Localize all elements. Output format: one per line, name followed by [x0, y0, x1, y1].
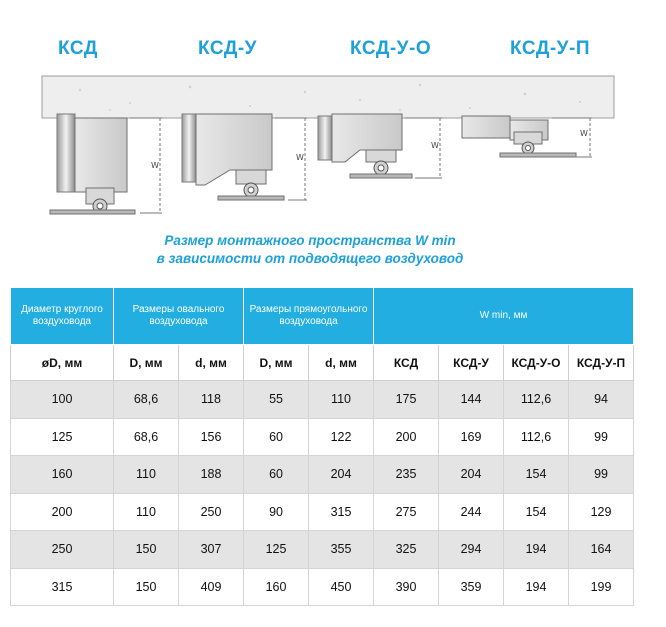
table-cell: 112,6 — [504, 381, 569, 419]
table-cell: 204 — [309, 456, 374, 494]
table-cell: 307 — [179, 531, 244, 569]
table-row — [11, 418, 634, 456]
unit-ksd-u-o — [318, 114, 442, 178]
table-cell: 68,6 — [114, 381, 179, 419]
w-label: W — [296, 153, 304, 162]
caption-line-2: в зависимости от подводящего воздуховод — [156, 251, 464, 266]
table-cell: 110 — [114, 493, 179, 531]
table-cell: 204 — [439, 456, 504, 494]
unit-ksd — [50, 114, 162, 214]
table-cell: 125 — [244, 531, 309, 569]
column-header: КСД — [374, 345, 439, 381]
column-header: d, мм — [309, 345, 374, 381]
table-cell: 175 — [374, 381, 439, 419]
table-cell: 100 — [11, 381, 114, 419]
table-cell: 244 — [439, 493, 504, 531]
table-cell: 118 — [179, 381, 244, 419]
wmin-table — [10, 287, 634, 606]
table-cell: 60 — [244, 418, 309, 456]
table-cell: 150 — [114, 531, 179, 569]
table-row — [11, 381, 634, 419]
table-cell: 199 — [569, 568, 634, 606]
header-oval: Размеры овального воздуховода — [114, 288, 244, 345]
table-cell: 315 — [309, 493, 374, 531]
model-label-ksd-u-o: КСД-У-О — [350, 38, 432, 59]
table-cell: 129 — [569, 493, 634, 531]
table-cell: 154 — [504, 456, 569, 494]
table-cell: 112,6 — [504, 418, 569, 456]
table-cell: 122 — [309, 418, 374, 456]
table-cell: 200 — [11, 493, 114, 531]
table-cell: 355 — [309, 531, 374, 569]
table-cell: 200 — [374, 418, 439, 456]
model-label-ksd: КСД — [58, 38, 98, 59]
table-cell: 409 — [179, 568, 244, 606]
table-row — [11, 531, 634, 569]
table-cell: 194 — [504, 531, 569, 569]
table-cell: 60 — [244, 456, 309, 494]
column-header: d, мм — [179, 345, 244, 381]
table-cell: 110 — [114, 456, 179, 494]
table-cell: 194 — [504, 568, 569, 606]
table-cell: 160 — [11, 456, 114, 494]
installation-diagram — [0, 70, 666, 220]
table-cell: 156 — [179, 418, 244, 456]
table-cell: 99 — [569, 456, 634, 494]
ceiling-slab — [42, 76, 614, 118]
column-header: КСД-У-О — [504, 345, 569, 381]
table-cell: 315 — [11, 568, 114, 606]
table-cell: 150 — [114, 568, 179, 606]
table-cell: 250 — [11, 531, 114, 569]
w-label: W — [431, 141, 439, 150]
table-cell: 144 — [439, 381, 504, 419]
table-cell: 55 — [244, 381, 309, 419]
table-cell: 294 — [439, 531, 504, 569]
w-label: W — [580, 129, 588, 138]
table-cell: 154 — [504, 493, 569, 531]
unit-ksd-u-p — [462, 116, 592, 157]
table-cell: 99 — [569, 418, 634, 456]
caption-line-1: Размер монтажного пространства W min — [164, 233, 456, 248]
table-cell: 450 — [309, 568, 374, 606]
column-header: КСД-У — [439, 345, 504, 381]
table-cell: 325 — [374, 531, 439, 569]
table-cell: 90 — [244, 493, 309, 531]
header-rect: Размеры прямоугольного воздуховода — [244, 288, 374, 345]
column-header: КСД-У-П — [569, 345, 634, 381]
column-header: øD, мм — [11, 345, 114, 381]
table-row — [11, 456, 634, 494]
w-label: W — [151, 161, 159, 170]
model-label-ksd-u: КСД-У — [198, 38, 257, 59]
table-cell: 68,6 — [114, 418, 179, 456]
table-cell: 125 — [11, 418, 114, 456]
column-header: D, мм — [114, 345, 179, 381]
table-cell: 235 — [374, 456, 439, 494]
table-cell: 188 — [179, 456, 244, 494]
column-header: D, мм — [244, 345, 309, 381]
table-cell: 160 — [244, 568, 309, 606]
table-row — [11, 493, 634, 531]
table-cell: 94 — [569, 381, 634, 419]
unit-ksd-u — [182, 114, 307, 200]
table-row — [11, 568, 634, 606]
table-cell: 390 — [374, 568, 439, 606]
table-cell: 250 — [179, 493, 244, 531]
table-cell: 359 — [439, 568, 504, 606]
table-cell: 275 — [374, 493, 439, 531]
model-label-ksd-u-p: КСД-У-П — [510, 38, 590, 59]
table-cell: 110 — [309, 381, 374, 419]
table-cell: 169 — [439, 418, 504, 456]
header-wmin: W min, мм — [374, 288, 634, 345]
table-cell: 164 — [569, 531, 634, 569]
header-diameter: Диаметр круглого воздуховода — [11, 288, 114, 345]
